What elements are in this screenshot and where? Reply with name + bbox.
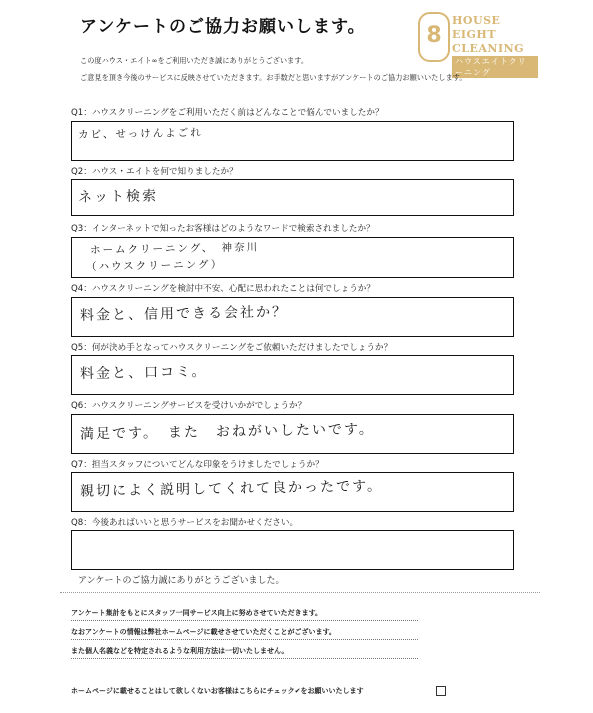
question-label: Q2：ハウス・エイトを何で知りましたか？ xyxy=(71,167,238,177)
answer-box[interactable] xyxy=(71,121,514,161)
notice-line: アンケート集計をもとにスタッフ一同サービス向上に努めさせていただきます。 xyxy=(71,609,323,617)
answer-box[interactable] xyxy=(71,237,514,278)
answer-box[interactable] xyxy=(71,297,514,337)
answer-box[interactable] xyxy=(71,472,514,512)
handwritten-answer: （ハウスクリーニング） xyxy=(85,258,224,274)
question-label: Q7：担当スタッフについてどんな印象をうけましたでしょうか？ xyxy=(71,460,324,470)
divider xyxy=(60,592,540,593)
notice-line: また個人名義などを特定されるような利用方法は一切いたしません。 xyxy=(71,647,289,655)
logo-line-3: CLEANING xyxy=(452,42,525,55)
intro-line-1: この度ハウス・エイト∞をご利用いただき誠にありがとうございます。 xyxy=(80,56,309,65)
notice-line: ホームページに載せることはして欲しくないお客様はこちらにチェック✔をお願いいたします xyxy=(71,687,364,695)
question-label: Q6：ハウスクリーニングサービスを受けいかがでしょうか？ xyxy=(71,401,307,411)
answer-box[interactable] xyxy=(71,530,514,570)
logo-mark: 8 xyxy=(418,12,450,62)
handwritten-answer: ホームクリーニング、 神奈川 xyxy=(89,241,260,257)
logo-line-1: HOUSE xyxy=(452,14,501,27)
question-label: Q5：何が決め手となってハウスクリーニングをご依頼いただけましたでしょうか？ xyxy=(71,343,393,353)
notice-underline xyxy=(71,658,418,659)
question-label: Q8：今後あればいいと思うサービスをお聞かせください。 xyxy=(71,518,299,528)
logo-line-2: EIGHT xyxy=(452,28,497,41)
answer-box[interactable] xyxy=(71,414,514,454)
handwritten-answer: 親切によく説明してくれて良かったです。 xyxy=(79,478,384,500)
notice-underline xyxy=(71,620,418,621)
handwritten-answer: カビ、せっけんよごれ xyxy=(77,126,203,142)
handwritten-answer: 満足です。 また おねがいしたいです。 xyxy=(79,421,375,443)
intro-line-2: ご意見を頂き今後のサービスに反映させていただきます。お手数だと思いますがアンケートのご協力お願いいたします。 xyxy=(80,73,467,82)
answer-box[interactable] xyxy=(71,355,514,395)
answer-box[interactable] xyxy=(71,179,514,216)
notice-underline xyxy=(71,639,418,640)
question-label: Q4：ハウスクリーニングを検討中不安、心配に思われたことは何でしょうか？ xyxy=(71,284,375,294)
handwritten-answer: 料金と、信用できる会社か？ xyxy=(79,304,289,324)
handwritten-answer: ネット検索 xyxy=(77,188,159,206)
question-label: Q1：ハウスクリーニングをご利用いただく前はどんなことで悩んでいましたか？ xyxy=(71,108,384,118)
question-label: Q3：インターネットで知ったお客様はどのようなワードで検索されましたか？ xyxy=(71,224,375,234)
handwritten-answer: 料金と、口コミ。 xyxy=(79,363,208,383)
closing-message: アンケートのご協力誠にありがとうございました。 xyxy=(78,576,285,586)
opt-out-checkbox[interactable] xyxy=(436,686,446,696)
logo-kana: ハウスエイトクリーニング xyxy=(452,56,538,78)
notice-line: なおアンケートの情報は弊社ホームページに載せさせていただくことがございます。 xyxy=(71,628,336,636)
page-title: アンケートのご協力お願いします。 xyxy=(80,17,366,37)
company-logo xyxy=(418,12,538,77)
